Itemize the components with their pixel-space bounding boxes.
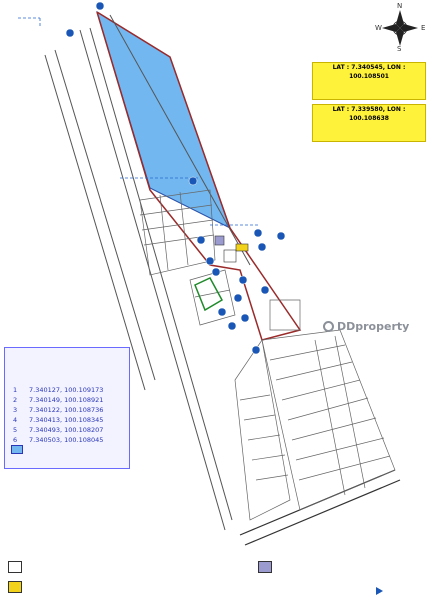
parcel-swatch [11, 445, 23, 454]
compass-rose-icon [382, 10, 418, 46]
gps-box-1 [312, 62, 426, 100]
legend-box [4, 347, 130, 469]
legend-row: 6 7.340503, 100.108045 [13, 436, 104, 444]
legend-row: 4 7.340413, 100.108345 [13, 416, 104, 424]
watermark: DDproperty [323, 320, 409, 333]
main-road-edge [245, 480, 400, 545]
camera-arrow-icon [376, 587, 383, 595]
building-purple[interactable] [215, 236, 224, 245]
compass-e: E [421, 24, 426, 32]
gps-coord-2: LAT : 7.339580, LON : 100.108638 [332, 106, 406, 122]
building-yellow[interactable] [236, 244, 248, 251]
compass-s: S [397, 45, 402, 53]
compass-n: N [397, 2, 403, 10]
yellow-box-icon [8, 581, 22, 593]
legend-row: 1 7.340127, 100.109173 [13, 386, 104, 394]
building-legend-3 [258, 561, 276, 573]
legend-row: 3 7.340122, 100.108736 [13, 406, 104, 414]
plots-lower [235, 300, 395, 520]
photo-key [376, 587, 385, 595]
building-outline[interactable] [224, 250, 236, 262]
building-legend-1 [8, 561, 26, 573]
white-box-icon [8, 561, 22, 573]
legend-row: 2 7.340149, 100.108921 [13, 396, 104, 404]
compass-w: W [375, 24, 382, 32]
building-legend-2 [8, 581, 26, 593]
legend-header-4 [5, 354, 129, 356]
legend-row: 5 7.340493, 100.108207 [13, 426, 104, 434]
gps-coord-1: LAT : 7.340545, LON : 100.108501 [332, 64, 406, 80]
ddproperty-logo-icon [323, 321, 334, 332]
gps-box-2 [312, 104, 426, 142]
purple-box-icon [258, 561, 272, 573]
